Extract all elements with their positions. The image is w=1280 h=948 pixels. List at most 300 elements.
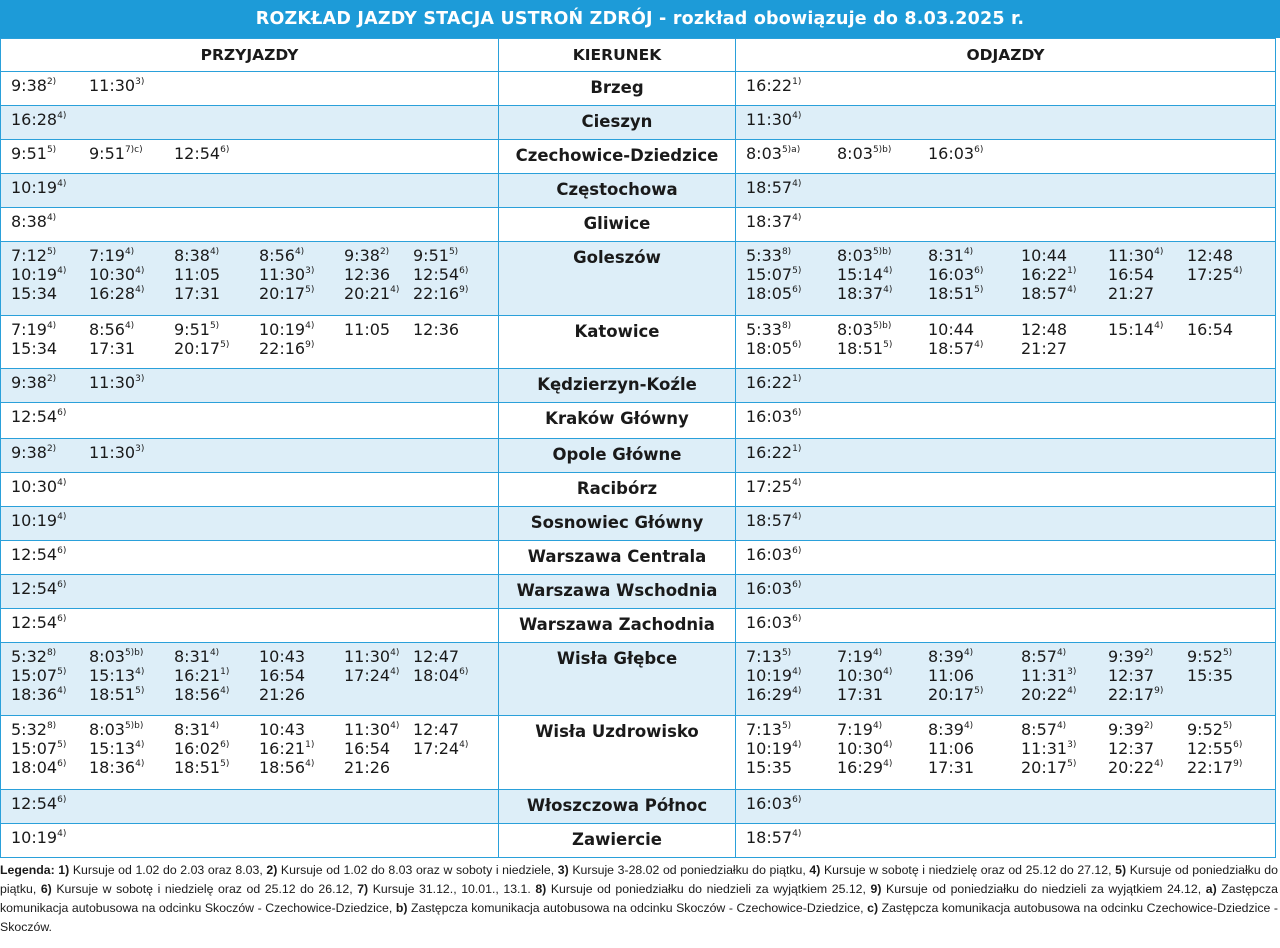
direction-cell: Warszawa Wschodnia bbox=[499, 575, 736, 609]
departures-cell bbox=[736, 575, 1276, 609]
departure-time: 17:31 bbox=[928, 758, 975, 777]
departure-time: 18:57$^{4)}$ bbox=[746, 828, 802, 847]
arrivals-cell bbox=[1, 174, 499, 208]
departure-footnote-mark: 4) bbox=[792, 512, 802, 522]
departure-footnote-mark: 4) bbox=[974, 340, 984, 350]
arrival-footnote-mark: 4) bbox=[220, 686, 230, 696]
departure-time: 12:37 bbox=[1108, 666, 1155, 685]
departure-time: 15:14$^{4)}$ bbox=[1108, 320, 1164, 339]
departures-cell bbox=[736, 439, 1276, 473]
arrival-time: 10:19$^{4)}$ bbox=[11, 511, 67, 530]
arrival-footnote-mark: 6) bbox=[459, 266, 469, 276]
direction-cell: Zawiercie bbox=[499, 824, 736, 858]
departure-footnote-mark: 8) bbox=[781, 321, 792, 331]
arrival-line bbox=[11, 739, 498, 758]
departure-time: 17:25$^{4)}$ bbox=[746, 477, 802, 496]
arrival-footnote-mark: 4) bbox=[57, 111, 67, 121]
arrival-time: 15:34 bbox=[11, 339, 58, 358]
arrival-footnote-mark: 4) bbox=[294, 247, 305, 257]
departure-time: 16:54 bbox=[1187, 320, 1234, 339]
arrival-time: 10:30$^{4)}$ bbox=[89, 265, 145, 284]
arrival-time: 22:16$^{9)}$ bbox=[259, 339, 315, 358]
arrival-time: 9:51$^{5)}$ bbox=[174, 320, 220, 339]
legend-key: 3) bbox=[557, 863, 569, 877]
departure-footnote-mark: 4) bbox=[792, 478, 802, 488]
arrival-footnote-mark: 4) bbox=[57, 829, 67, 839]
arrival-footnote-mark: 4) bbox=[390, 667, 400, 677]
arrival-time: 12:54$^{6)}$ bbox=[413, 265, 469, 284]
departures-cell bbox=[736, 541, 1276, 575]
arrival-time: 15:13$^{4)}$ bbox=[89, 666, 145, 685]
departure-time: 18:57$^{4)}$ bbox=[928, 339, 984, 358]
table-row bbox=[1, 72, 1276, 106]
arrival-time: 16:21$^{1)}$ bbox=[174, 666, 230, 685]
arrival-footnote-mark: 4) bbox=[390, 648, 400, 658]
arrivals-cell bbox=[1, 473, 499, 507]
direction-cell: Goleszów bbox=[499, 242, 736, 316]
departure-footnote-mark: 5)a) bbox=[781, 145, 801, 155]
arrival-time: 18:51$^{5)}$ bbox=[174, 758, 230, 777]
arrivals-cell bbox=[1, 439, 499, 473]
departure-line bbox=[746, 647, 1275, 666]
arrival-time: 20:17$^{5)}$ bbox=[174, 339, 230, 358]
legend-item: 9) Kursuje od poniedziałku do niedzieli za wyjątkiem 24.12, bbox=[870, 882, 1206, 896]
arrival-time: 12:54$^{6)}$ bbox=[11, 794, 67, 813]
arrival-footnote-mark: 5) bbox=[220, 759, 230, 769]
arrival-footnote-mark: 4) bbox=[57, 179, 67, 189]
arrival-time: 16:28$^{4)}$ bbox=[11, 110, 67, 129]
departure-time: 16:22$^{1)}$ bbox=[746, 443, 802, 462]
table-row bbox=[1, 473, 1276, 507]
departure-footnote-mark: 4) bbox=[792, 667, 802, 677]
arrival-line bbox=[11, 828, 498, 847]
arrival-footnote-mark: 5) bbox=[305, 285, 315, 295]
departure-time: 7:19$^{4)}$ bbox=[837, 647, 883, 666]
departure-time: $8:03^{5)b)}$ bbox=[837, 246, 892, 265]
departure-time: 18:05$^{6)}$ bbox=[746, 339, 802, 358]
departure-footnote-mark: 4) bbox=[883, 667, 893, 677]
departure-footnote-mark: 6) bbox=[974, 145, 984, 155]
departure-footnote-mark: 2) bbox=[1143, 648, 1154, 658]
departure-time: 17:25$^{4)}$ bbox=[1187, 265, 1243, 284]
arrival-time: 10:19$^{4)}$ bbox=[11, 178, 67, 197]
arrival-line bbox=[11, 212, 498, 231]
departure-footnote-mark: 4) bbox=[1154, 247, 1164, 257]
arrivals-cell bbox=[1, 316, 499, 369]
direction-cell: Wisła Głębce bbox=[499, 643, 736, 716]
arrival-time: 15:07$^{5)}$ bbox=[11, 739, 67, 758]
table-row bbox=[1, 609, 1276, 643]
arrival-time: 11:30$^{3)}$ bbox=[89, 76, 145, 95]
arrival-time: 9:51$^{5)}$ bbox=[413, 246, 459, 265]
arrival-footnote-mark: 2) bbox=[46, 77, 57, 87]
departure-footnote-mark: 4) bbox=[792, 111, 802, 121]
departure-line bbox=[746, 110, 1275, 129]
arrival-time: 16:54 bbox=[259, 666, 306, 685]
direction-cell: Racibórz bbox=[499, 473, 736, 507]
departure-footnote-mark: 5)b) bbox=[872, 321, 892, 331]
departure-time: 16:03$^{6)}$ bbox=[746, 794, 802, 813]
departure-time: 11:06 bbox=[928, 666, 975, 685]
arrival-footnote-mark: 6) bbox=[57, 795, 67, 805]
arrival-footnote-mark: 9) bbox=[459, 285, 469, 295]
departures-cell bbox=[736, 174, 1276, 208]
departure-time: 11:30$^{4)}$ bbox=[1108, 246, 1164, 265]
departure-time: 7:13$^{5)}$ bbox=[746, 647, 792, 666]
departure-time: 16:03$^{6)}$ bbox=[746, 613, 802, 632]
table-row bbox=[1, 439, 1276, 473]
arrival-time: 8:38$^{4)}$ bbox=[174, 246, 220, 265]
departure-time: 18:37$^{4)}$ bbox=[746, 212, 802, 231]
departure-footnote-mark: 5)b) bbox=[872, 247, 892, 257]
arrival-time: 17:24$^{4)}$ bbox=[344, 666, 400, 685]
departure-footnote-mark: 4) bbox=[1067, 285, 1077, 295]
table-row bbox=[1, 541, 1276, 575]
legend-item: 3) Kursuje 3-28.02 od poniedziałku do piątku, bbox=[557, 863, 810, 877]
arrival-footnote-mark: 7)c) bbox=[124, 145, 143, 155]
arrival-footnote-mark: 5)b) bbox=[124, 721, 144, 731]
direction-cell: Warszawa Zachodnia bbox=[499, 609, 736, 643]
arrival-footnote-mark: 4) bbox=[390, 721, 400, 731]
arrivals-cell bbox=[1, 403, 499, 439]
legend-item: 2) Kursuje od 1.02 do 8.03 oraz w soboty i niedziele, bbox=[266, 863, 558, 877]
legend-item: a) Zastępcza komunikacja autobusowa na odcinku Skoczów - Czechowice-Dziedzice, bbox=[0, 882, 1278, 915]
departure-footnote-mark: 4) bbox=[792, 740, 802, 750]
arrival-time: 11:30$^{3)}$ bbox=[259, 265, 315, 284]
arrival-time: 10:19$^{4)}$ bbox=[259, 320, 315, 339]
arrival-time: $8:03^{5)b)}$ bbox=[89, 720, 144, 739]
departure-time: 20:17$^{5)}$ bbox=[1021, 758, 1077, 777]
arrivals-cell bbox=[1, 369, 499, 403]
arrival-time: 15:07$^{5)}$ bbox=[11, 666, 67, 685]
departure-line bbox=[746, 144, 1275, 163]
arrival-line bbox=[11, 110, 498, 129]
departure-time: 18:57$^{4)}$ bbox=[1021, 284, 1077, 303]
arrival-time: 11:05 bbox=[344, 320, 391, 339]
departures-cell bbox=[736, 106, 1276, 140]
departure-time: 9:52$^{5)}$ bbox=[1187, 720, 1233, 739]
arrival-time: 9:38$^{2)}$ bbox=[11, 373, 57, 392]
arrival-time: $8:03^{5)b)}$ bbox=[89, 647, 144, 666]
departure-line bbox=[746, 579, 1275, 598]
arrivals-cell bbox=[1, 72, 499, 106]
arrival-footnote-mark: 5) bbox=[57, 667, 67, 677]
departure-footnote-mark: 4) bbox=[963, 648, 974, 658]
legend-item: 1) Kursuje od 1.02 do 2.03 oraz 8.03, bbox=[58, 863, 267, 877]
departure-footnote-mark: 5) bbox=[781, 721, 792, 731]
arrival-time: 9:38$^{2)}$ bbox=[11, 443, 57, 462]
departure-footnote-mark: 3) bbox=[1067, 667, 1077, 677]
arrival-line bbox=[11, 265, 498, 284]
arrival-time: 15:34 bbox=[11, 284, 58, 303]
departure-time: 15:07$^{5)}$ bbox=[746, 265, 802, 284]
departure-line bbox=[746, 265, 1275, 284]
departure-line bbox=[746, 794, 1275, 813]
arrival-footnote-mark: 1) bbox=[220, 667, 230, 677]
departure-footnote-mark: 4) bbox=[1067, 686, 1077, 696]
arrival-line bbox=[11, 647, 498, 666]
departure-footnote-mark: 6) bbox=[792, 614, 802, 624]
departure-line bbox=[746, 407, 1275, 426]
departure-time: 18:57$^{4)}$ bbox=[746, 178, 802, 197]
departure-time: 21:27 bbox=[1108, 284, 1155, 303]
table-row bbox=[1, 643, 1276, 716]
arrivals-cell bbox=[1, 507, 499, 541]
departure-time: 7:13$^{5)}$ bbox=[746, 720, 792, 739]
departure-footnote-mark: 6) bbox=[1233, 740, 1243, 750]
departure-time: 10:19$^{4)}$ bbox=[746, 739, 802, 758]
departure-footnote-mark: 6) bbox=[792, 795, 802, 805]
arrival-time: 9:51$^{5)}$ bbox=[11, 144, 57, 163]
arrival-line bbox=[11, 794, 498, 813]
arrival-footnote-mark: 4) bbox=[135, 740, 145, 750]
arrivals-cell bbox=[1, 643, 499, 716]
departure-time: 11:31$^{3)}$ bbox=[1021, 666, 1077, 685]
table-row bbox=[1, 403, 1276, 439]
departure-time: 8:39$^{4)}$ bbox=[928, 647, 974, 666]
arrival-time: 21:26 bbox=[344, 758, 391, 777]
table-row bbox=[1, 316, 1276, 369]
departures-cell bbox=[736, 369, 1276, 403]
departure-time: 16:03$^{6)}$ bbox=[928, 144, 984, 163]
departure-line bbox=[746, 720, 1275, 739]
direction-cell: Cieszyn bbox=[499, 106, 736, 140]
direction-cell: Kraków Główny bbox=[499, 403, 736, 439]
arrival-footnote-mark: 4) bbox=[124, 247, 135, 257]
arrival-line bbox=[11, 407, 498, 426]
departures-cell bbox=[736, 403, 1276, 439]
departure-line bbox=[746, 320, 1275, 339]
departures-cell bbox=[736, 716, 1276, 790]
arrival-time: 7:19$^{4)}$ bbox=[89, 246, 135, 265]
arrival-time: 16:28$^{4)}$ bbox=[89, 284, 145, 303]
arrival-line bbox=[11, 443, 498, 462]
arrival-time: 18:36$^{4)}$ bbox=[11, 685, 67, 704]
legend-key: 6) bbox=[40, 882, 52, 896]
direction-cell: Opole Główne bbox=[499, 439, 736, 473]
arrival-time: 12:54$^{6)}$ bbox=[11, 613, 67, 632]
departure-line bbox=[746, 246, 1275, 265]
arrival-footnote-mark: 3) bbox=[135, 374, 145, 384]
table-row bbox=[1, 174, 1276, 208]
departure-footnote-mark: 9) bbox=[1233, 759, 1243, 769]
departure-footnote-mark: 1) bbox=[792, 374, 802, 384]
table-row bbox=[1, 575, 1276, 609]
departure-time: $8:03^{5)b)}$ bbox=[837, 144, 892, 163]
arrival-footnote-mark: 5)b) bbox=[124, 648, 144, 658]
departure-footnote-mark: 8) bbox=[781, 247, 792, 257]
arrival-line bbox=[11, 76, 498, 95]
arrival-footnote-mark: 2) bbox=[46, 444, 57, 454]
arrival-footnote-mark: 6) bbox=[57, 759, 67, 769]
arrival-time: $9:51^{7)c)}$ bbox=[89, 144, 143, 163]
arrival-line bbox=[11, 685, 498, 704]
departure-time: 8:39$^{4)}$ bbox=[928, 720, 974, 739]
departure-time: 8:31$^{4)}$ bbox=[928, 246, 974, 265]
departure-time: 11:31$^{3)}$ bbox=[1021, 739, 1077, 758]
direction-cell: Sosnowiec Główny bbox=[499, 507, 736, 541]
arrival-time: 18:04$^{6)}$ bbox=[413, 666, 469, 685]
arrival-footnote-mark: 4) bbox=[46, 321, 57, 331]
departure-footnote-mark: 5) bbox=[1067, 759, 1077, 769]
departure-footnote-mark: 4) bbox=[883, 740, 893, 750]
departures-cell bbox=[736, 140, 1276, 174]
departure-time: 16:03$^{6)}$ bbox=[746, 545, 802, 564]
departure-time: 9:52$^{5)}$ bbox=[1187, 647, 1233, 666]
departure-line bbox=[746, 76, 1275, 95]
departure-time: 12:48 bbox=[1021, 320, 1068, 339]
departure-footnote-mark: 4) bbox=[792, 179, 802, 189]
legend-item: 4) Kursuje w sobotę i niedzielę oraz od 25.12 do 27.12, bbox=[809, 863, 1116, 877]
legend-key: 2) bbox=[266, 863, 278, 877]
departures-cell bbox=[736, 609, 1276, 643]
departure-time: 9:39$^{2)}$ bbox=[1108, 720, 1154, 739]
legend bbox=[0, 861, 1278, 937]
departure-footnote-mark: 1) bbox=[792, 444, 802, 454]
departure-footnote-mark: 6) bbox=[792, 546, 802, 556]
departure-footnote-mark: 4) bbox=[1154, 321, 1164, 331]
departure-time: 8:57$^{4)}$ bbox=[1021, 647, 1067, 666]
arrival-footnote-mark: 6) bbox=[57, 408, 67, 418]
departure-time: 15:35 bbox=[746, 758, 793, 777]
departure-footnote-mark: 5) bbox=[974, 285, 984, 295]
departure-time: 10:30$^{4)}$ bbox=[837, 739, 893, 758]
direction-cell: Brzeg bbox=[499, 72, 736, 106]
arrival-footnote-mark: 4) bbox=[209, 648, 220, 658]
departures-cell bbox=[736, 242, 1276, 316]
table-row bbox=[1, 106, 1276, 140]
arrival-line bbox=[11, 758, 498, 777]
departure-footnote-mark: 5)b) bbox=[872, 145, 892, 155]
legend-label: Legenda: bbox=[0, 863, 55, 877]
arrival-time: 12:54$^{6)}$ bbox=[11, 545, 67, 564]
arrival-time: 8:31$^{4)}$ bbox=[174, 647, 220, 666]
departure-footnote-mark: 6) bbox=[792, 340, 802, 350]
departure-time: 18:51$^{5)}$ bbox=[928, 284, 984, 303]
departure-footnote-mark: 4) bbox=[883, 285, 893, 295]
departure-line bbox=[746, 828, 1275, 847]
table-row bbox=[1, 507, 1276, 541]
arrival-time: 11:05 bbox=[174, 265, 221, 284]
departures-cell bbox=[736, 316, 1276, 369]
departure-time: 8:57$^{4)}$ bbox=[1021, 720, 1067, 739]
arrival-time: 12:54$^{6)}$ bbox=[11, 407, 67, 426]
arrival-time: 12:47 bbox=[413, 647, 460, 666]
departure-footnote-mark: 4) bbox=[1056, 648, 1067, 658]
departure-time: 18:05$^{6)}$ bbox=[746, 284, 802, 303]
legend-item: 6) Kursuje w sobotę i niedzielę oraz od 25.12 do 26.12, bbox=[40, 882, 358, 896]
departure-footnote-mark: 1) bbox=[1067, 266, 1077, 276]
departure-footnote-mark: 5) bbox=[974, 686, 984, 696]
departure-time: 10:30$^{4)}$ bbox=[837, 666, 893, 685]
table-row bbox=[1, 790, 1276, 824]
arrivals-cell bbox=[1, 106, 499, 140]
legend-key: 7) bbox=[357, 882, 369, 896]
departure-time: $8:03^{5)b)}$ bbox=[837, 320, 892, 339]
arrival-footnote-mark: 4) bbox=[135, 266, 145, 276]
departure-time: 16:29$^{4)}$ bbox=[746, 685, 802, 704]
arrival-time: 12:54$^{6)}$ bbox=[11, 579, 67, 598]
arrival-footnote-mark: 6) bbox=[57, 546, 67, 556]
arrivals-cell bbox=[1, 790, 499, 824]
departure-footnote-mark: 4) bbox=[963, 721, 974, 731]
arrival-footnote-mark: 4) bbox=[124, 321, 135, 331]
departure-time: 21:27 bbox=[1021, 339, 1068, 358]
arrival-time: 18:56$^{4)}$ bbox=[174, 685, 230, 704]
arrival-line bbox=[11, 339, 498, 358]
arrival-footnote-mark: 5) bbox=[46, 247, 57, 257]
arrival-time: 18:56$^{4)}$ bbox=[259, 758, 315, 777]
arrival-footnote-mark: 6) bbox=[459, 667, 469, 677]
departure-footnote-mark: 2) bbox=[1143, 721, 1154, 731]
departure-footnote-mark: 4) bbox=[1233, 266, 1243, 276]
departures-cell bbox=[736, 72, 1276, 106]
arrival-line bbox=[11, 511, 498, 530]
arrival-footnote-mark: 6) bbox=[220, 145, 230, 155]
arrival-footnote-mark: 5) bbox=[448, 247, 459, 257]
arrival-footnote-mark: 4) bbox=[135, 285, 145, 295]
arrival-time: 17:31 bbox=[174, 284, 221, 303]
arrivals-cell bbox=[1, 609, 499, 643]
legend-item: 5) Kursuje od poniedziałku do piątku, bbox=[0, 863, 1278, 896]
departure-footnote-mark: 5) bbox=[883, 340, 893, 350]
legend-key: 5) bbox=[1115, 863, 1127, 877]
arrival-footnote-mark: 8) bbox=[46, 648, 57, 658]
arrival-time: 20:17$^{5)}$ bbox=[259, 284, 315, 303]
arrival-time: 8:56$^{4)}$ bbox=[259, 246, 305, 265]
legend-key: 8) bbox=[535, 882, 547, 896]
departure-time: 5:33$^{8)}$ bbox=[746, 320, 792, 339]
arrival-time: 11:30$^{4)}$ bbox=[344, 720, 400, 739]
direction-cell: Włoszczowa Północ bbox=[499, 790, 736, 824]
departure-line bbox=[746, 477, 1275, 496]
arrival-time: 11:30$^{4)}$ bbox=[344, 647, 400, 666]
arrival-time: 16:02$^{6)}$ bbox=[174, 739, 230, 758]
departure-footnote-mark: 5) bbox=[1222, 721, 1233, 731]
legend-key: c) bbox=[867, 901, 879, 915]
arrivals-cell bbox=[1, 824, 499, 858]
departure-footnote-mark: 9) bbox=[1154, 686, 1164, 696]
arrival-time: 10:19$^{4)}$ bbox=[11, 265, 67, 284]
arrival-line bbox=[11, 477, 498, 496]
arrival-line bbox=[11, 373, 498, 392]
arrival-line bbox=[11, 720, 498, 739]
timetable bbox=[0, 38, 1276, 858]
departure-line bbox=[746, 613, 1275, 632]
departure-footnote-mark: 6) bbox=[974, 266, 984, 276]
arrival-time: 5:32$^{8)}$ bbox=[11, 720, 57, 739]
arrival-footnote-mark: 4) bbox=[390, 285, 400, 295]
arrival-time: 7:12$^{5)}$ bbox=[11, 246, 57, 265]
departure-time: 18:37$^{4)}$ bbox=[837, 284, 893, 303]
departure-time: 10:19$^{4)}$ bbox=[746, 666, 802, 685]
arrival-footnote-mark: 4) bbox=[305, 321, 315, 331]
departure-time: 17:31 bbox=[837, 685, 884, 704]
arrivals-cell bbox=[1, 541, 499, 575]
departures-cell bbox=[736, 790, 1276, 824]
departure-footnote-mark: 4) bbox=[883, 759, 893, 769]
arrival-time: 9:38$^{2)}$ bbox=[11, 76, 57, 95]
arrival-footnote-mark: 3) bbox=[305, 266, 315, 276]
arrivals-cell bbox=[1, 575, 499, 609]
arrival-time: 18:04$^{6)}$ bbox=[11, 758, 67, 777]
departure-time: 5:33$^{8)}$ bbox=[746, 246, 792, 265]
arrival-time: 10:30$^{4)}$ bbox=[11, 477, 67, 496]
arrival-footnote-mark: 4) bbox=[305, 759, 315, 769]
arrival-line bbox=[11, 320, 498, 339]
table-row bbox=[1, 716, 1276, 790]
departure-line bbox=[746, 758, 1275, 777]
